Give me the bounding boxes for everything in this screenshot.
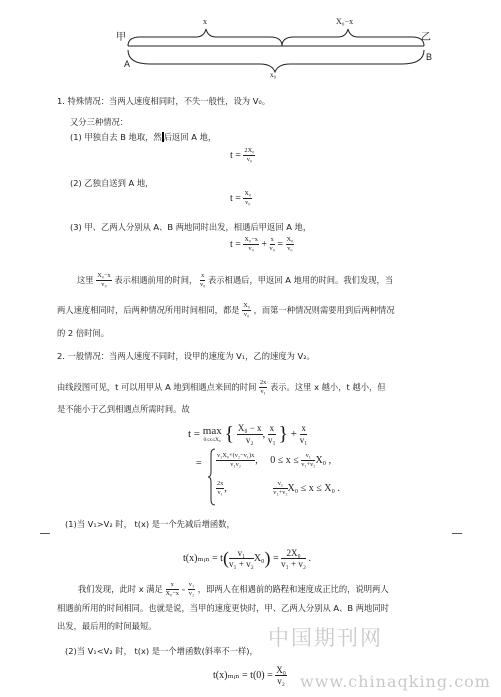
tmin1-eq: =	[273, 552, 279, 564]
case2-l1-b: 表示。这里 x 越小，t 越小，但	[269, 382, 386, 392]
para1-l1-c: 表示相遇后，甲返回 A 地用的时间。我们发现，当	[207, 275, 394, 285]
eq3-frac2	[270, 236, 275, 253]
para2-l1-b: ，即两人在相遇前的路程和速度成正比的，说明两人	[197, 584, 389, 594]
para1-f3-num: X₀	[243, 302, 250, 309]
case1-para-line3: 的 2 倍时间。	[57, 328, 110, 338]
eq3-f3-num: X₀	[286, 236, 294, 243]
eq1-lhs: t =	[230, 149, 241, 161]
pw1-cond-b: X₀ ,	[315, 454, 332, 466]
case2-para-line2: 相遇前所用的时间相同。也就是说，当甲的速度更快时，甲、乙两人分别从 A、B 两地同时	[57, 603, 389, 613]
para1-f1-num: X₀−x	[97, 272, 111, 279]
case1-item2: (2) 乙独自送到 A 地，	[70, 178, 154, 188]
case2-para-line1	[78, 581, 389, 598]
para1-f2-num: x	[201, 272, 205, 279]
pw1-cond-a: 0 ≤ x ≤	[270, 454, 299, 466]
brace-x0-bottom	[128, 50, 424, 72]
line-segment-diagram	[110, 10, 440, 85]
item1-text-a: (1) 甲独自去 B 地取，然	[70, 132, 162, 142]
piecewise-row1: $\frac{\text{v₁X₀+(v₂−v₁)x}}{\text{v₁v₂}}$ , 0 ≤ x ≤ $\frac{\text{v₁}}{\text{v₁+v₂}}$ X₀ ,	[217, 452, 332, 468]
label-yi: 乙	[421, 32, 431, 43]
case2-l1-f-den: v₁	[260, 388, 266, 395]
case2-l1-a: 由线段图可见，t 可以用甲从 A 地到相遇点来回的时间	[57, 382, 257, 392]
tmin1-lhs: t(x)ₘᵢₙ = t	[183, 552, 223, 564]
piecewise-row2: $\frac{2x}{\text{v₁}}$ , $\frac{\text{v₁}}{\text{v₁+v₂}}$ X₀ ≤ x ≤ X₀ .	[217, 480, 340, 496]
brace-x0-label: x₀	[270, 71, 276, 79]
para2-f1-num: x	[166, 581, 179, 590]
max-formula: t = max 0≤x≤X₀ { $\frac{\text{X₀ − x}}{\text{v₂}}$ , $\frac{x}{\text{v₁}}$ } + $\frac{x}{\text{v₁}}$	[188, 423, 308, 445]
tmin2-num: X₀	[276, 665, 286, 675]
watermark-cn: 中国期刊网	[268, 626, 383, 650]
para2-f2-num: v₁	[188, 581, 195, 588]
pw1-cond-den: v₁+v₂	[301, 461, 316, 468]
max-f3-den: v₁	[299, 435, 308, 445]
para2-l1-a: 我们发现，此时 x 满足	[78, 584, 163, 594]
eq2-den: v₀	[245, 199, 251, 206]
case1-para-line2	[57, 302, 395, 319]
max-f1-den: v₂	[245, 435, 254, 445]
pw1-cond-num: v₁	[301, 452, 315, 461]
label-a: A	[124, 59, 131, 69]
case2-line1	[57, 379, 386, 396]
tmin2-den: v₂	[277, 676, 285, 686]
pw2-den: v₁	[217, 489, 223, 496]
para1-l1-a: 这里	[77, 275, 94, 285]
para1-l2-b: ，而第一种情况则需要用到后两种情况	[253, 305, 395, 315]
para1-f1-den: v₀	[101, 281, 107, 288]
pw2-cond-frac	[273, 480, 287, 497]
max-frac1	[237, 423, 263, 446]
para2-eq: =	[181, 587, 186, 594]
eq1-den: v₀	[246, 156, 253, 163]
eq3-f1-den: v₀	[248, 245, 254, 252]
case1-item3: (3) 甲、乙两人分别从 A、B 两地同时出发，相遇后甲返回 A 地，	[70, 222, 312, 232]
pw1-den: v₁v₂	[230, 461, 241, 468]
page-break-right	[452, 533, 462, 534]
eq2-lhs: t =	[230, 192, 241, 204]
para1-frac3	[242, 302, 251, 319]
tmin1-in-num: v₁	[229, 548, 254, 559]
sub-case2: (2)当 V₁<V₂ 时， t(x) 是一个增函数(斜率不一样)，	[65, 646, 258, 656]
para2-f2-den: v₂	[188, 590, 195, 597]
case2-l1-f-num: 2x	[260, 379, 267, 386]
pw2-cond-b: X₀ ≤ x ≤ X₀ .	[287, 482, 340, 494]
eq2-num: X₀	[244, 190, 252, 197]
max-brace-close: }	[278, 423, 289, 445]
brace-x-top	[128, 29, 282, 46]
eq2	[230, 190, 252, 207]
max-f1-num: X₀ − x	[237, 423, 262, 433]
tmin1-paren-close: )	[264, 548, 271, 568]
eq3-f1-num: X₀−x	[244, 236, 258, 243]
eq2-frac	[243, 190, 252, 207]
eq3-frac1	[243, 236, 258, 253]
para1-l2-a: 两人速度相同时，后两种情况所用时间相同，都是	[57, 305, 240, 315]
sub-case1: (1)当 V₁>V₂ 时， t(x) 是一个先减后增函数，	[65, 519, 235, 529]
case1-para-line1	[77, 272, 393, 289]
para1-f3-den: v₀	[243, 311, 250, 318]
case1-sub: 又分三种情况：	[70, 117, 129, 127]
item1-text-b: 后返回 A 地，	[163, 132, 217, 142]
eq3-eq: =	[277, 238, 283, 250]
eq3-plus: +	[261, 238, 268, 250]
label-b: B	[426, 52, 433, 62]
case1-heading: 1. 特殊情况：当两人速度相同时，不失一般性，设为 V₀。	[57, 96, 271, 106]
case1-item1	[70, 131, 216, 143]
eq3-f2-num: x	[270, 236, 274, 243]
max-plus: +	[290, 428, 298, 441]
pw1-cond-frac	[301, 452, 315, 469]
pw2-frac	[216, 480, 224, 497]
pw1-num: v₁X₀+(v₂−v₁)x	[217, 452, 255, 459]
page-break-left	[40, 533, 50, 534]
eq1	[230, 147, 255, 164]
tmin1-in-b: X₀	[253, 552, 265, 564]
tmin2-frac	[275, 665, 287, 686]
brace-x0-minus-x-top	[282, 29, 424, 46]
tmin1-r-den: v₁ + v₂	[281, 559, 307, 569]
max-frac3	[300, 423, 308, 446]
tmin1-r-num: 2X₀	[281, 548, 306, 559]
brace-x-label: x	[203, 17, 207, 26]
eq3-frac3	[286, 236, 295, 253]
watermark-url: www.chinaqking.com	[300, 672, 491, 691]
case2-heading: 2. 一般情况：当两人速度不同时，设甲的速度为 V₁，乙的速度为 V₂。	[57, 351, 315, 361]
para1-frac2	[200, 272, 205, 289]
eq1-num: 2X₀	[244, 147, 255, 154]
pw2-cond-num: v₁	[273, 480, 287, 489]
tmin2-formula	[213, 665, 287, 686]
eq1-frac	[243, 147, 255, 164]
max-f2-den: v₁	[268, 435, 276, 445]
pw2-num: 2x	[217, 480, 224, 487]
case2-line2: 是不能小于乙到相遇点所需时间。故	[57, 404, 190, 414]
piecewise-eq: =	[196, 458, 202, 469]
case2-l1-frac	[259, 379, 267, 396]
max-f3-num: x	[301, 423, 306, 433]
para2-f1-den: X₀−x	[165, 590, 179, 597]
max-brace-open: {	[224, 423, 235, 445]
para1-l1-b: 表示相遇前用的时间，	[114, 275, 198, 285]
tmin1-in-den: v₁ + v₂	[228, 559, 254, 569]
tmin1-formula: t(x)ₘᵢₙ = t( $\frac{\text{v₁}}{\text{v₁ + v₂}}$ X₀) = $\frac{\text{2X₀}}{\text{v₁ + v₂}}$ .	[183, 548, 312, 569]
max-op: max	[202, 424, 222, 437]
tmin1-paren-open: (	[222, 548, 229, 568]
pw2-cond-den: v₁+v₂	[273, 489, 288, 496]
max-lhs: t =	[188, 428, 201, 441]
tmin1-in-frac	[229, 548, 254, 569]
eq3-f2-den: v₀	[269, 245, 275, 252]
label-jia: 甲	[116, 32, 126, 43]
para1-f2-den: v₀	[199, 281, 206, 288]
max-f2-num: x	[269, 423, 275, 433]
eq3-lhs: t =	[230, 238, 241, 250]
pw1-frac	[216, 452, 255, 469]
eq3	[230, 236, 294, 253]
tmin1-r-frac	[281, 548, 306, 569]
brace-x0-minus-x-label: X₀−x	[336, 17, 354, 26]
para2-frac2	[188, 581, 195, 598]
max-sub: 0≤x≤X₀	[203, 436, 221, 443]
case2-para-line3: 出发，最后用的时间最短。	[57, 621, 157, 631]
eq3-f3-den: v₀	[287, 245, 293, 252]
para2-frac1	[166, 581, 179, 598]
max-frac2	[268, 423, 276, 446]
para1-frac1	[96, 272, 111, 289]
tmin2-lhs: t(x)ₘᵢₙ = t(0) =	[213, 669, 273, 681]
max-op-block	[203, 426, 222, 444]
